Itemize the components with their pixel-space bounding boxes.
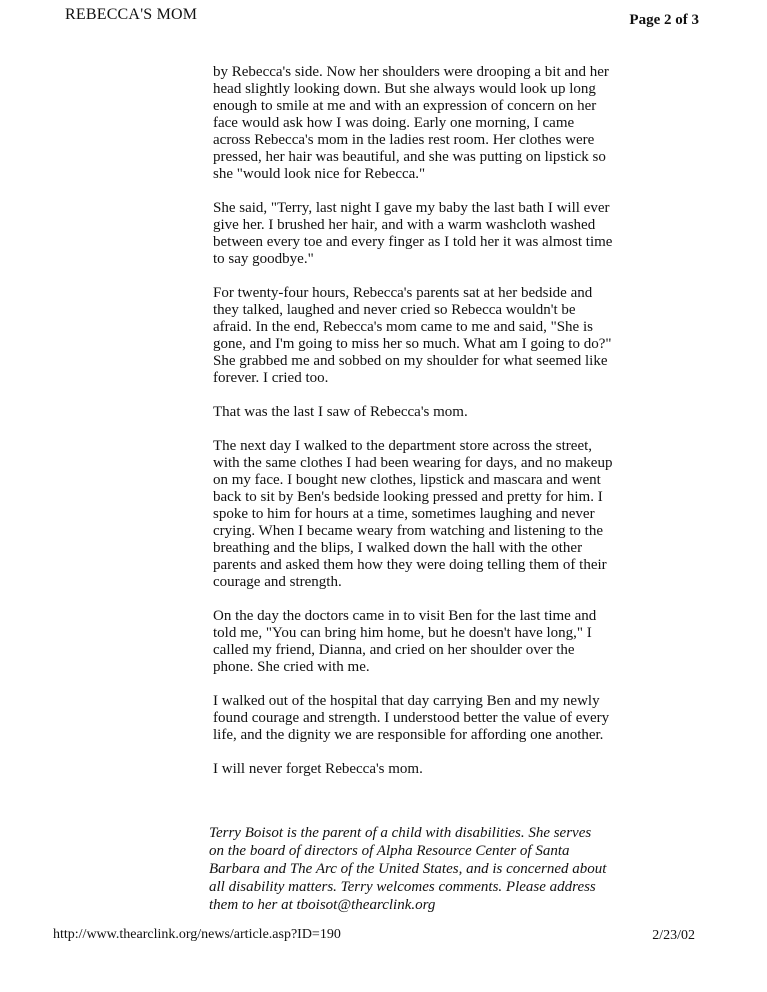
paragraph-1: by Rebecca's side. Now her shoulders were drooping a bit and her head slightly looking down. But she always would look up long enough to smile at me and with an expression of concern on her face would ask how I was doing. Early one morning, I came across Rebecca's mom in the ladies rest room. Her clothes were pressed, her hair was beautiful, and she was putting on lipstick so she "would look nice for Rebecca." xyxy=(213,64,609,182)
paragraph-3: For twenty-four hours, Rebecca's parents sat at her bedside and they talked, laughed and never cried so Rebecca wouldn't be afraid. In the end, Rebecca's mom came to me and said, "She is gone, and I'm going to miss her so much. What am I going to do?" She grabbed me and sobbed on my shoulder for what seemed like forever. I cried too. xyxy=(213,285,612,386)
footer-date: 2/23/02 xyxy=(652,928,695,943)
paragraph-2: She said, "Terry, last night I gave my baby the last bath I will ever give her. I brushed her hair, and with a warm washcloth washed between every toe and every finger as I told her it was almost time to say goodbye." xyxy=(213,200,613,267)
document-title: REBECCA'S MOM xyxy=(65,6,198,23)
paragraph-4: That was the last I saw of Rebecca's mom. xyxy=(213,404,468,420)
page-indicator: Page 2 of 3 xyxy=(629,12,699,28)
article-body xyxy=(213,64,613,795)
paragraph-8: I will never forget Rebecca's mom. xyxy=(213,761,423,777)
footer-url: http://www.thearclink.org/news/article.asp?ID=190 xyxy=(53,927,341,942)
author-bio: Terry Boisot is the parent of a child with disabilities. She serves on the board of directors of Alpha Resource Center of Santa Barbara and The Arc of the United States, and is concerned about all disability matters. Terry welcomes comments. Please address them to her at tboisot@thearclink.org xyxy=(209,825,607,913)
paragraph-7: I walked out of the hospital that day carrying Ben and my newly found courage and strength. I understood better the value of every life, and the dignity we are responsible for affording one another. xyxy=(213,693,610,743)
paragraph-5: The next day I walked to the department store across the street, with the same clothes I had been wearing for days, and no makeup on my face. I bought new clothes, lipstick and mascara and went back to sit by Ben's bedside looking pressed and pretty for him. I spoke to him for hours at a time, sometimes laughing and never crying. When I became weary from watching and listening to the breathing and the blips, I walked down the hall with the other parents and asked them how they were doing telling them of their courage and strength. xyxy=(213,438,613,590)
paragraph-6: On the day the doctors came in to visit Ben for the last time and told me, "You can bring him home, but he doesn't have long," I called my friend, Dianna, and cried on her shoulder over the phone. She cried with me. xyxy=(213,608,597,675)
